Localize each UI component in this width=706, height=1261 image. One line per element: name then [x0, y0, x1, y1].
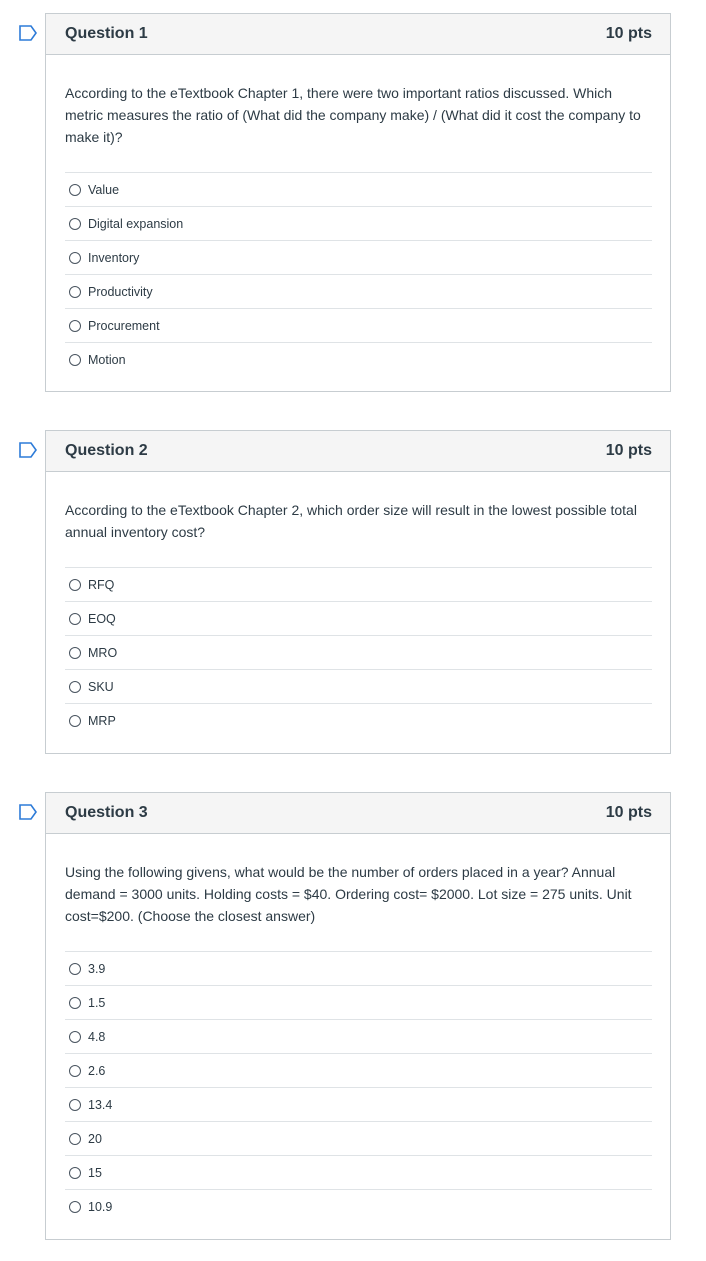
answer-label[interactable]: Digital expansion — [88, 216, 184, 231]
answer-option[interactable] — [65, 1088, 652, 1122]
answer-label[interactable]: Motion — [88, 353, 126, 367]
answer-option[interactable] — [65, 1054, 652, 1088]
answer-label[interactable]: Productivity — [88, 284, 153, 299]
flag-question-icon[interactable] — [18, 804, 38, 820]
answer-option[interactable] — [65, 670, 652, 704]
answer-list — [65, 951, 652, 1224]
answer-option[interactable] — [65, 636, 652, 670]
answer-label[interactable]: Value — [88, 182, 120, 197]
answer-option[interactable] — [65, 275, 652, 309]
answer-label[interactable]: 3.9 — [88, 961, 106, 976]
answer-label[interactable]: Inventory — [88, 250, 140, 265]
answer-option[interactable] — [65, 952, 652, 986]
question-card — [45, 792, 671, 1240]
answer-label[interactable]: MRP — [88, 714, 116, 728]
answer-label[interactable]: MRO — [88, 645, 118, 660]
answer-option[interactable] — [65, 343, 652, 377]
question-text: Using the following givens, what would be the number of orders placed in a year? Annual demand = 3000 units. Holding costs = $40. Ordering cost= $2000. Lot size = 275 units. Unit cost=$200. (Choose the closest answer) — [65, 864, 632, 924]
answer-label[interactable]: EOQ — [88, 611, 116, 626]
question-title: Question 2 — [65, 442, 148, 459]
question-header — [46, 431, 670, 472]
radio-button[interactable] — [69, 184, 81, 196]
radio-button[interactable] — [69, 252, 81, 264]
radio-button[interactable] — [69, 613, 81, 625]
radio-button[interactable] — [69, 320, 81, 332]
answer-option[interactable] — [65, 1020, 652, 1054]
answer-label[interactable]: 4.8 — [88, 1029, 106, 1044]
radio-button[interactable] — [69, 1099, 81, 1111]
radio-button[interactable] — [69, 1133, 81, 1145]
answer-option[interactable] — [65, 1190, 652, 1224]
question-points: 10 pts — [605, 25, 652, 42]
question-card — [45, 430, 671, 754]
radio-button[interactable] — [69, 218, 81, 230]
radio-button[interactable] — [69, 1065, 81, 1077]
answer-option[interactable] — [65, 173, 652, 207]
answer-list — [65, 172, 652, 377]
answer-option[interactable] — [65, 1156, 652, 1190]
answer-label[interactable]: 1.5 — [88, 995, 106, 1010]
question-title: Question 3 — [65, 804, 148, 821]
radio-button[interactable] — [69, 963, 81, 975]
question-card — [45, 13, 671, 392]
radio-button[interactable] — [69, 647, 81, 659]
answer-label[interactable]: RFQ — [88, 577, 115, 592]
radio-button[interactable] — [69, 1167, 81, 1179]
question-points: 10 pts — [605, 804, 652, 821]
question-title: Question 1 — [65, 25, 148, 42]
answer-option[interactable] — [65, 241, 652, 275]
radio-button[interactable] — [69, 354, 81, 366]
answer-label[interactable]: SKU — [88, 679, 114, 694]
answer-option[interactable] — [65, 309, 652, 343]
answer-label[interactable]: 10.9 — [88, 1200, 113, 1214]
radio-button[interactable] — [69, 715, 81, 727]
answer-option[interactable] — [65, 704, 652, 738]
question-text: According to the eTextbook Chapter 1, there were two important ratios discussed. Which metric measures the ratio of (What did the company make) / (What did it cost the company to make it)? — [65, 85, 641, 145]
radio-button[interactable] — [69, 681, 81, 693]
flag-question-icon[interactable] — [18, 442, 38, 458]
radio-button[interactable] — [69, 1031, 81, 1043]
answer-option[interactable] — [65, 1122, 652, 1156]
answer-label[interactable]: 13.4 — [88, 1097, 113, 1112]
question-header — [46, 14, 670, 55]
answer-label[interactable]: 2.6 — [88, 1063, 106, 1078]
question-points: 10 pts — [605, 442, 652, 459]
radio-button[interactable] — [69, 579, 81, 591]
answer-option[interactable] — [65, 986, 652, 1020]
question-header — [46, 793, 670, 834]
answer-label[interactable]: 20 — [88, 1131, 102, 1146]
question-text: According to the eTextbook Chapter 2, which order size will result in the lowest possible total annual inventory cost? — [65, 502, 637, 540]
answer-label[interactable]: 15 — [88, 1165, 102, 1180]
answer-option[interactable] — [65, 207, 652, 241]
answer-label[interactable]: Procurement — [88, 318, 160, 333]
answer-option[interactable] — [65, 602, 652, 636]
radio-button[interactable] — [69, 997, 81, 1009]
flag-question-icon[interactable] — [18, 25, 38, 41]
answer-list — [65, 567, 652, 738]
radio-button[interactable] — [69, 1201, 81, 1213]
radio-button[interactable] — [69, 286, 81, 298]
answer-option[interactable] — [65, 568, 652, 602]
